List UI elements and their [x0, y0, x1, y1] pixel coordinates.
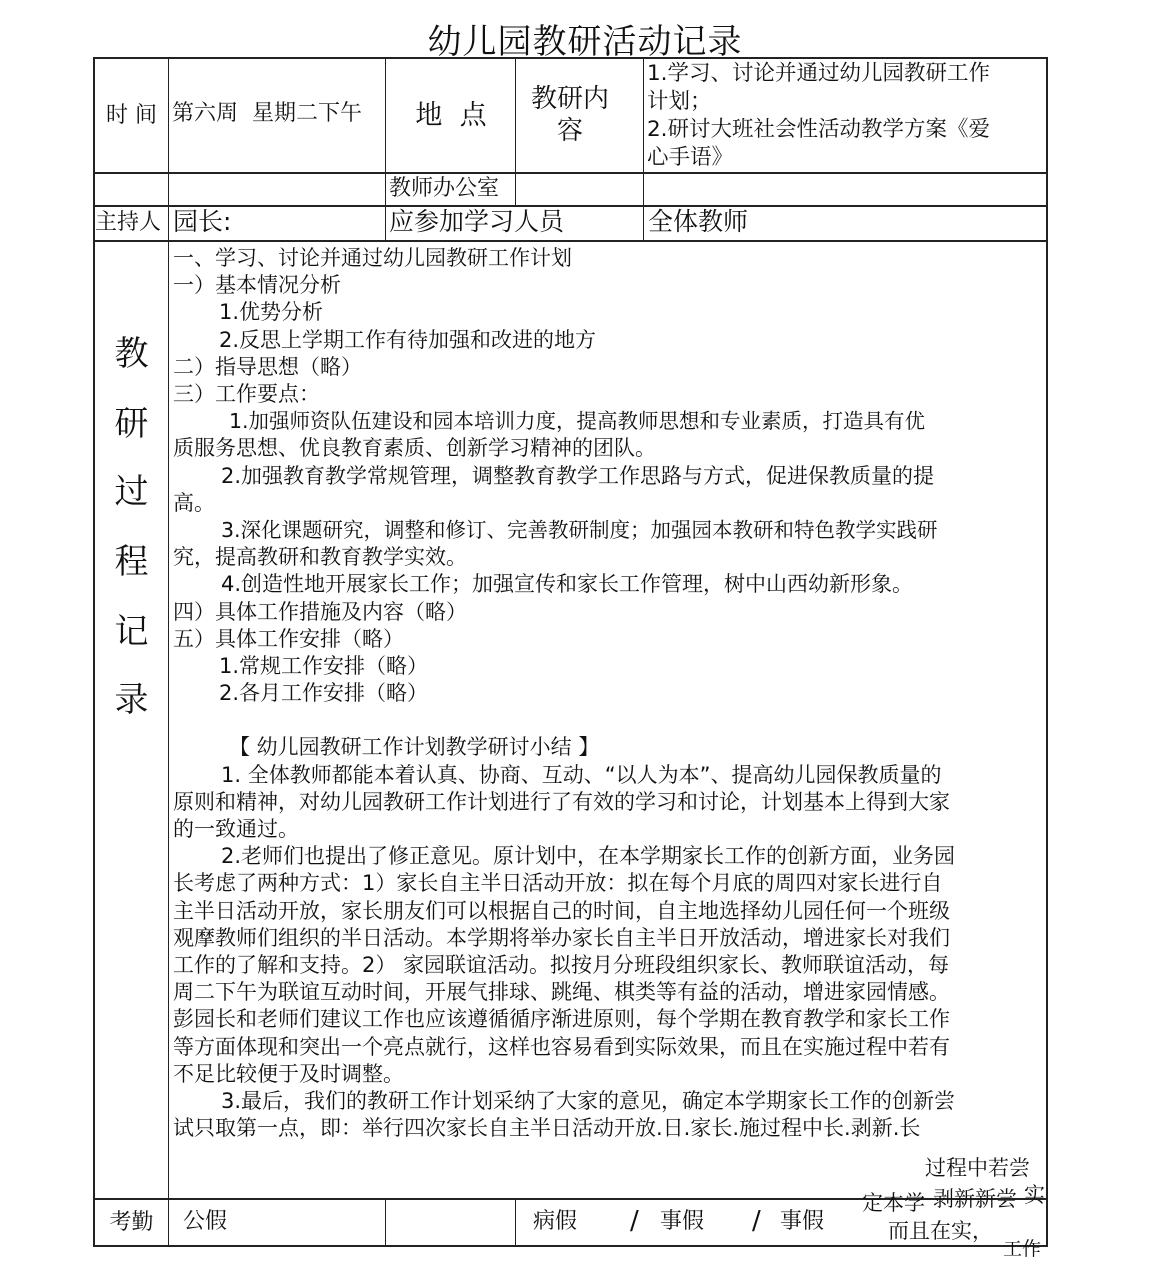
fragment-text: 过程中若尝	[925, 1156, 1030, 1180]
other-leave: 事假	[780, 1209, 825, 1234]
summary-title: 【 幼儿园教研工作计划教学研讨小结 】	[229, 735, 600, 760]
process-line: 二）指导思想（略）	[173, 354, 362, 379]
fragment-text: 工作	[1003, 1238, 1042, 1260]
summary-line: 彭园长和老师们建议工作也应该遵循循序渐进原则，每个学期在教育教学和家长工作	[173, 1007, 950, 1032]
process-line: 高。	[173, 490, 215, 515]
process-record	[173, 245, 1045, 1143]
summary-line: 3.最后，我们的教研工作计划采纳了大家的意见，确定本学期家长工作的创新尝	[221, 1089, 956, 1114]
process-label-char: 记	[114, 612, 149, 652]
fragment-text: 而且在实，	[888, 1219, 993, 1243]
process-label-char: 教	[114, 334, 149, 374]
page-title: 幼儿园教研活动记录	[427, 22, 743, 62]
process-line: 1.优势分析	[219, 300, 324, 325]
process-line: 三）工作要点：	[173, 382, 320, 407]
col-divider	[515, 57, 516, 205]
content-line: 心手语》	[647, 145, 734, 170]
process-label-char: 过	[114, 472, 149, 512]
summary-line: 2.老师们也提出了修正意见。原计划中，在本学期家长工作的创新方面，业务园	[221, 844, 956, 869]
row-divider	[93, 205, 1048, 207]
summary-line: 长考虑了两种方式：1）家长自主半日活动开放：拟在每个月底的周四对家长进行自	[173, 871, 943, 896]
process-line: 一、学习、讨论并通过幼儿园教研工作计划	[173, 246, 572, 270]
place-label: 地 点	[415, 99, 487, 131]
col-divider	[385, 57, 386, 240]
place-value: 教师办公室	[389, 176, 500, 201]
content-label: 教研内容	[530, 84, 609, 146]
process-line: 一）基本情况分析	[173, 273, 341, 298]
summary-line: 观摩教师们组织的半日活动。本学期将举办家长自主半日开放活动，增进家长对我们	[173, 925, 950, 950]
content-line: 1.学习、讨论并通过幼儿园教研工作	[647, 61, 991, 86]
col-divider	[515, 1198, 516, 1247]
process-line: 质服务思想、优良教育素质、创新学习精神的团队。	[173, 436, 656, 461]
col-divider	[643, 57, 644, 240]
attendees-label: 应参加学习人员	[389, 207, 565, 236]
content-line: 2.研讨大班社会性活动教学方案《爱	[647, 117, 991, 142]
process-line: 四）具体工作措施及内容（略）	[173, 599, 467, 624]
attendees-value: 全体教师	[648, 207, 749, 236]
process-label-char: 程	[114, 542, 149, 582]
fragment-text: 剥新新尝	[933, 1187, 1017, 1211]
process-line: 2.反思上学期工作有待加强和改进的地方	[219, 327, 597, 352]
col-divider	[168, 57, 169, 1247]
summary-line: 试只取第一点，即：举行四次家长自主半日活动开放.日.家长.施过程中长.剥新.长	[173, 1116, 921, 1141]
fragment-text: 定本学	[862, 1191, 925, 1215]
process-label-char: 录	[114, 680, 149, 720]
summary-line: 周二下午为联谊互动时间，开展气排球、跳绳、棋类等有益的活动，增进家园情感。	[173, 980, 950, 1005]
sick-leave: 病假	[533, 1209, 578, 1234]
col-divider	[385, 1198, 386, 1247]
slash-mark: /	[752, 1206, 761, 1236]
row-divider	[93, 172, 1048, 174]
summary-line: 的一致通过。	[173, 817, 299, 842]
process-line: 2.加强教育教学常规管理，调整教育教学工作思路与方式，促进保教质量的提	[221, 463, 935, 488]
summary-line: 工作的了解和支持。2） 家园联谊活动。拟按月分班段组织家长、教师联谊活动，每	[173, 953, 950, 978]
time-value: 第六周 星期二下午	[172, 101, 362, 126]
host-label: 主持人	[95, 210, 162, 235]
process-line: 1.常规工作安排（略）	[219, 654, 429, 679]
process-line: 五）具体工作安排（略）	[173, 626, 404, 651]
content-line: 计划；	[647, 89, 712, 114]
time-label: 时 间	[106, 102, 157, 128]
process-line: 4.创造性地开展家长工作；加强宣传和家长工作管理，树中山西幼新形象。	[221, 572, 914, 597]
process-line: 2.各月工作安排（略）	[219, 681, 429, 706]
attendance-label: 考勤	[109, 1209, 154, 1235]
public-leave: 公假	[183, 1209, 228, 1234]
summary-line: 不足比较便于及时调整。	[173, 1061, 404, 1086]
host-value: 园长:	[173, 207, 232, 236]
process-line: 究，提高教研和教育教学实效。	[173, 545, 467, 570]
process-line: 3.深化课题研究，调整和修订、完善教研制度；加强园本教研和特色教学实践研	[221, 518, 938, 543]
fragment-text: 实	[1024, 1183, 1045, 1207]
personal-leave: 事假	[660, 1209, 705, 1234]
row-divider	[93, 240, 1048, 242]
process-label-char: 研	[114, 404, 149, 444]
summary-line: 主半日活动开放，家长朋友们可以根据自己的时间，自主地选择幼儿园任何一个班级	[173, 898, 950, 923]
summary-line: 1. 全体教师都能本着认真、协商、互动、“以人为本”、提高幼儿园保教质量的	[221, 762, 942, 787]
summary-line: 原则和精神，对幼儿园教研工作计划进行了有效的学习和讨论，计划基本上得到大家	[173, 789, 950, 814]
slash-mark: /	[630, 1206, 639, 1236]
process-line: 1.加强师资队伍建设和园本培训力度，提高教师思想和专业素质，打造具有优	[229, 409, 926, 434]
summary-line: 等方面体现和突出一个亮点就行，这样也容易看到实际效果，而且在实施过程中若有	[173, 1034, 950, 1059]
